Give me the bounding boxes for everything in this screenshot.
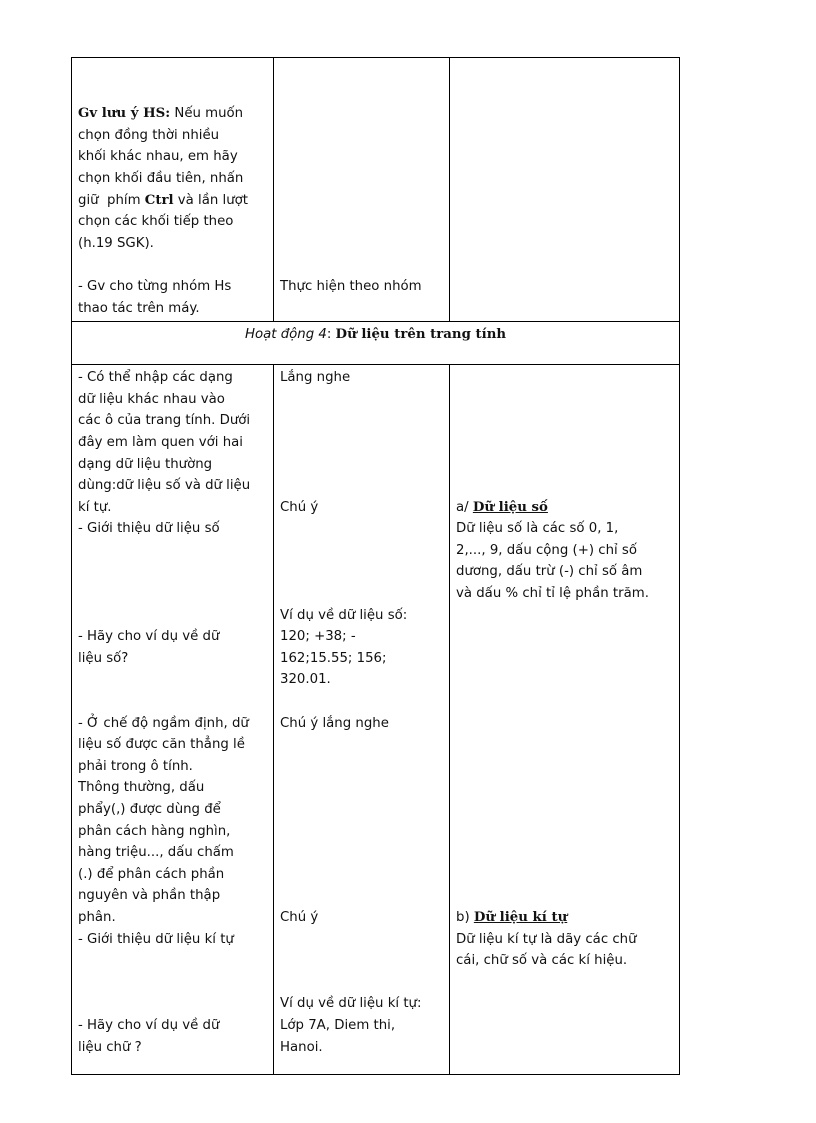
text-line: dạng dữ liệu thường — [78, 456, 213, 472]
text-line: Thông thường, dấu — [78, 780, 205, 796]
text-line: giữ phím Ctrl và lần lượt — [78, 192, 249, 208]
text-line: kí tự. — [78, 499, 112, 515]
activity-label: Hoạt động 4 — [244, 327, 327, 343]
text-line: - Hãy cho ví dụ về dữ — [78, 1017, 220, 1033]
text-line: hàng triệu..., dấu chấm — [78, 845, 234, 861]
text-line: 162;15.55; 156; — [280, 650, 387, 666]
numeric-data-heading: a/ Dữ liệu số — [456, 499, 548, 515]
note-lead: Gv lưu ý HS: — [78, 106, 171, 122]
text-line: phân. — [78, 909, 116, 925]
lesson-plan-table — [71, 57, 680, 1075]
text-line: Thực hiện theo nhóm — [280, 278, 422, 294]
table-row — [72, 58, 680, 322]
text-line: Chú ý — [280, 499, 319, 515]
student-text — [280, 367, 443, 1058]
text-line: phải trong ô tính. — [78, 758, 193, 774]
text-line: Hanoi. — [280, 1039, 323, 1055]
text-line: - Có thể nhập các dạng — [78, 370, 233, 386]
text-line: và dấu % chỉ tỉ lệ phần trăm. — [456, 586, 649, 602]
text-line: liệu chữ ? — [78, 1039, 142, 1055]
text-line: - Ở chế độ ngầm định, dữ — [78, 715, 249, 731]
text-line: liệu số? — [78, 650, 129, 666]
text-line: Chú ý lắng nghe — [280, 715, 389, 731]
char-data-title: Dữ liệu kí tự — [473, 909, 568, 925]
text-line: dùng:dữ liệu số và dữ liệu — [78, 478, 251, 494]
note-line: Gv lưu ý HS: Nếu muốn — [78, 106, 244, 122]
text-line: nguyên và phần thập — [78, 888, 221, 904]
text-line: các ô của trang tính. Dưới — [78, 413, 251, 429]
teacher-activity-cell — [72, 365, 274, 1075]
text-line: dương, dấu trừ (-) chỉ số âm — [456, 564, 643, 580]
text-line: chọn đồng thời nhiều — [78, 127, 220, 143]
text-line: - Giới thiệu dữ liệu kí tự — [78, 931, 234, 947]
activity-header: Hoạt động 4: Dữ liệu trên trang tính — [72, 322, 680, 365]
ctrl-key-label: Ctrl — [144, 192, 174, 208]
student-activity-cell — [274, 365, 450, 1075]
teacher-text — [78, 367, 267, 1058]
teacher-activity-cell — [72, 58, 274, 322]
text-line: - Hãy cho ví dụ về dữ — [78, 629, 220, 645]
text-line: (h.19 SGK). — [78, 235, 154, 251]
text-line: 320.01. — [280, 672, 331, 688]
text-line: Lớp 7A, Diem thi, — [280, 1017, 396, 1033]
text-line: Dữ liệu kí tự là dãy các chữ — [456, 931, 637, 947]
content-cell — [450, 58, 680, 322]
student-activity-cell — [274, 58, 450, 322]
text-line: chọn khối đầu tiên, nhấn — [78, 170, 244, 186]
text-line: Chú ý — [280, 909, 319, 925]
numeric-data-title: Dữ liệu số — [472, 499, 548, 515]
text-line: Dữ liệu số là các số 0, 1, — [456, 521, 619, 537]
content-cell — [450, 365, 680, 1075]
text-line: 2,..., 9, dấu cộng (+) chỉ số — [456, 542, 637, 558]
text-line: 120; +38; - — [280, 629, 356, 645]
text-line: thao tác trên máy. — [78, 300, 200, 316]
text-line: - Gv cho từng nhóm Hs — [78, 278, 232, 294]
activity-title: Dữ liệu trên trang tính — [335, 327, 507, 343]
text-line: phẩy(,) được dùng để — [78, 802, 221, 817]
text-line: - Giới thiệu dữ liệu số — [78, 521, 220, 537]
text-line: Ví dụ về dữ liệu số: — [280, 607, 408, 623]
text-line: chọn các khối tiếp theo — [78, 214, 234, 230]
text-line: đây em làm quen với hai — [78, 434, 243, 450]
text-line: dữ liệu khác nhau vào — [78, 391, 225, 407]
text-line: cái, chữ số và các kí hiệu. — [456, 953, 628, 969]
char-data-heading: b) Dữ liệu kí tự — [456, 909, 568, 925]
table-row — [72, 322, 680, 365]
text-line: khối khác nhau, em hãy — [78, 149, 238, 165]
table-row — [72, 365, 680, 1075]
text-line: phân cách hàng nghìn, — [78, 823, 231, 839]
text-line: liệu số được căn thẳng lề — [78, 737, 245, 753]
text-line: Lắng nghe — [280, 370, 351, 386]
text-line: Ví dụ về dữ liệu kí tự: — [280, 996, 422, 1012]
text-line: (.) để phân cách phần — [78, 866, 225, 882]
